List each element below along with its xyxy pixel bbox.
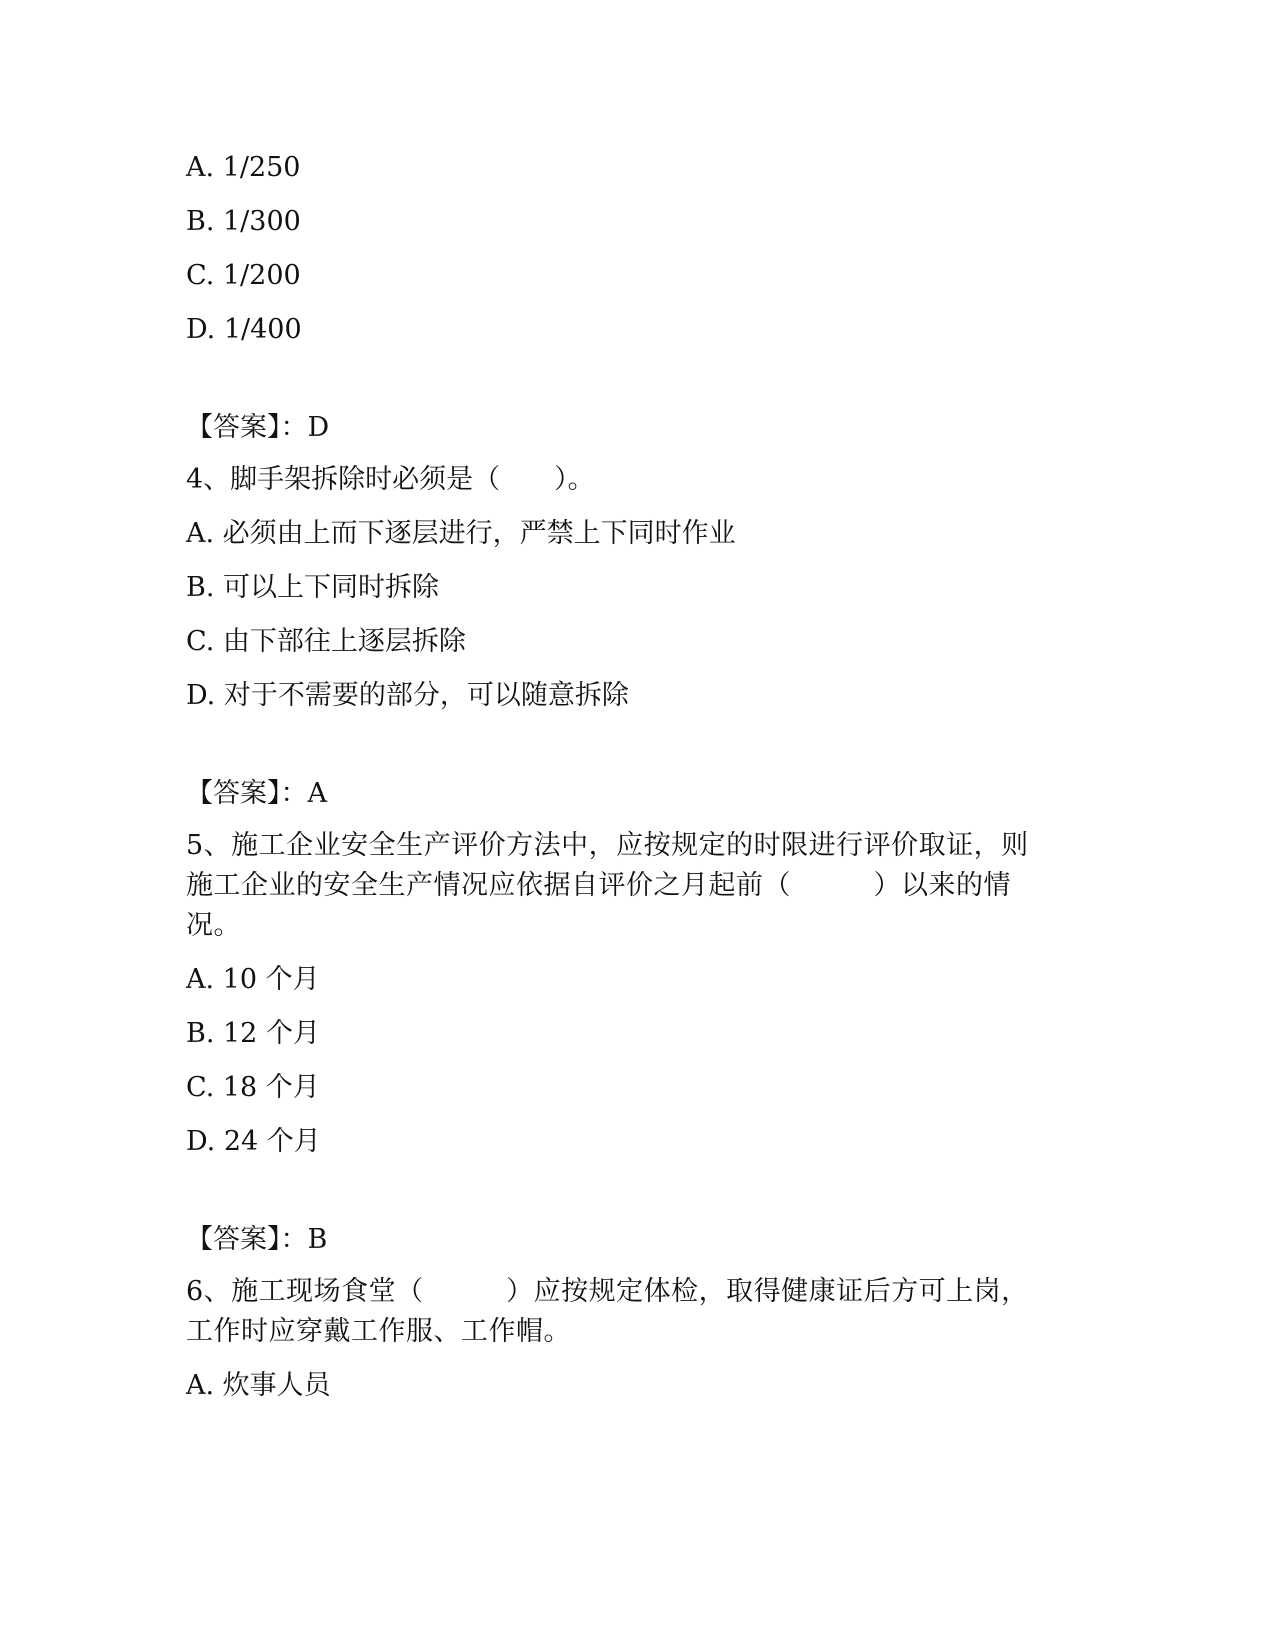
q6-stem-line-1: 6、施工现场食堂（ ）应按规定体检，取得健康证后方可上岗， xyxy=(186,1276,1029,1307)
q5-stem-line-1: 5、施工企业安全生产评价方法中，应按规定的时限进行评价取证，则 xyxy=(186,830,1029,861)
q5-answer: 【答案】：B xyxy=(186,1224,328,1255)
q3-option-a: A. 1/250 xyxy=(186,152,301,183)
q4-option-d: D. 对于不需要的部分，可以随意拆除 xyxy=(186,680,629,711)
q5-stem-line-3: 况。 xyxy=(186,910,241,941)
q6-stem-line-2: 工作时应穿戴工作服、工作帽。 xyxy=(186,1316,571,1347)
q5-stem-line-2: 施工企业的安全生产情况应依据自评价之月起前（ ）以来的情 xyxy=(186,870,1011,901)
q4-option-a: A. 必须由上而下逐层进行，严禁上下同时作业 xyxy=(186,518,736,549)
q4-option-b: B. 可以上下同时拆除 xyxy=(186,572,440,603)
q5-option-c: C. 18 个月 xyxy=(186,1072,320,1103)
q5-option-b: B. 12 个月 xyxy=(186,1018,320,1049)
q4-answer: 【答案】：A xyxy=(186,778,327,809)
q4-stem: 4、脚手架拆除时必须是（ ）。 xyxy=(186,464,595,495)
q6-option-a: A. 炊事人员 xyxy=(186,1370,331,1401)
q3-option-c: C. 1/200 xyxy=(186,260,301,291)
q5-option-d: D. 24 个月 xyxy=(186,1126,321,1157)
q3-option-b: B. 1/300 xyxy=(186,206,301,237)
q5-option-a: A. 10 个月 xyxy=(186,964,320,995)
q3-answer: 【答案】：D xyxy=(186,412,330,443)
q4-option-c: C. 由下部往上逐层拆除 xyxy=(186,626,466,657)
q3-option-d: D. 1/400 xyxy=(186,314,302,345)
